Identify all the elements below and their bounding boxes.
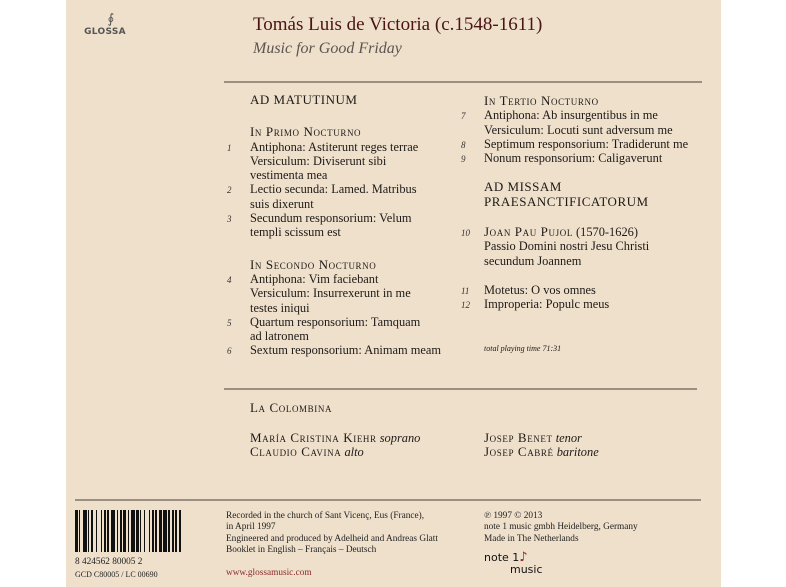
performer-voice: baritone [556, 445, 599, 459]
track-line: Antiphona: Vim faciebant [250, 271, 379, 286]
track-number: 2 [227, 185, 232, 196]
barcode-bar [179, 510, 182, 552]
rights-info [484, 511, 638, 545]
track-number: 3 [227, 214, 232, 225]
album-subtitle: Music for Good Friday [253, 40, 402, 57]
recording-line: Engineered and produced by Adelheid and Andreas Glatt [226, 533, 438, 544]
track-number: 5 [227, 317, 232, 328]
website-link[interactable]: www.glossamusic.com [226, 568, 312, 578]
label-name: GLOSSA [84, 27, 126, 37]
performer-name: María Cristina Kiehr [250, 430, 377, 445]
group-heading: In Primo Nocturno [250, 124, 362, 140]
track-line: Septimum responsorium: Tradiderunt me [484, 136, 689, 151]
track-line: ad latronem [250, 329, 309, 344]
track [221, 182, 451, 211]
rights-line: ℗ 1997 © 2013 [484, 511, 543, 521]
track-number: 1 [227, 142, 232, 153]
track [221, 140, 451, 183]
track-line: Secundum responsorium: Velum [250, 211, 412, 226]
rights-line: Made in The Netherlands [484, 533, 579, 544]
track-number: 8 [461, 139, 466, 150]
section-heading-line: PRAESANCTIFICATORUM [484, 193, 649, 209]
track-line: Passio Domini nostri Jesu Christi [484, 239, 650, 254]
recording-line: Booklet in English – Français – Deutsch [226, 544, 377, 555]
track-line: testes iniqui [250, 300, 310, 315]
logo-text-bottom: music [510, 563, 543, 576]
barcode [75, 510, 218, 552]
note-icon: ♪ [519, 550, 528, 565]
right-column [455, 94, 715, 356]
track-line: Improperia: Populc meus [484, 297, 610, 312]
logo-text-top: note 1 [484, 551, 520, 564]
performer [484, 445, 599, 459]
track-line: suis dixerunt [250, 196, 314, 211]
rights-line: note 1 music gmbh Heidelberg, Germany [484, 522, 638, 533]
section-heading [455, 180, 715, 209]
recording-line: in April 1997 [226, 522, 276, 533]
composer-name: Joan Pau Pujol [484, 224, 573, 240]
left-column [221, 93, 451, 358]
note1-music-logo [484, 552, 554, 582]
track [455, 225, 715, 268]
track-number: 10 [461, 228, 470, 239]
performer-voice: tenor [555, 431, 582, 445]
track [455, 297, 715, 311]
track-line: Quartum responsorium: Tamquam [250, 314, 421, 329]
track-number: 7 [461, 111, 466, 122]
album-title: Tomás Luis de Victoria (c.1548-1611) [253, 14, 543, 35]
track [455, 108, 715, 137]
glossa-swirl-icon: ∮ [107, 12, 115, 27]
track [455, 137, 715, 151]
track [221, 272, 451, 315]
glossa-logo [83, 12, 127, 37]
middle-divider [224, 388, 697, 390]
group-heading: In Tertio Nocturno [484, 93, 599, 108]
performer-name: Josep Cabré [484, 444, 554, 459]
track-line: Versiculum: Diviserunt sibi [250, 153, 387, 168]
catalog-number: GCD C80005 / LC 00690 [75, 570, 158, 579]
total-playing-time: total playing time 71:31 [484, 343, 562, 353]
track-number: 9 [461, 154, 466, 165]
performer-voice: soprano [379, 431, 421, 445]
recording-line: Recorded in the church of Sant Vicenç, Eus (France), [226, 511, 425, 521]
top-divider [224, 81, 702, 83]
track-line: Motetus: O vos omnes [484, 282, 596, 297]
recording-info [226, 511, 438, 556]
barcode-number: 8 424562 80005 2 [75, 557, 143, 567]
track [455, 151, 715, 165]
track-line: vestimenta mea [250, 168, 328, 183]
track-line: Lectio secunda: Lamed. Matribus [250, 182, 417, 197]
track [221, 343, 451, 357]
track [221, 315, 451, 344]
track-line: Antiphona: Astiterunt reges terrae [250, 139, 419, 154]
track-number: 11 [461, 285, 470, 296]
track-number: 6 [227, 346, 232, 357]
performer-name: Josep Benet [484, 430, 553, 445]
group-heading: In Secondo Nocturno [250, 256, 377, 272]
track-line: Versiculum: Insurrexerunt in me [250, 286, 411, 301]
track-line: Antiphona: Ab insurgentibus in me [484, 108, 658, 123]
performer-name: Claudio Cavina [250, 444, 342, 459]
ensemble-name: La Colombina [250, 400, 333, 415]
section-heading-line: AD MISSAM [484, 179, 562, 195]
track-line: Nonum responsorium: Caligaverunt [484, 151, 663, 166]
composer-dates: (1570-1626) [572, 225, 638, 240]
track-line: templi scissum est [250, 225, 341, 240]
track-line: Versiculum: Locuti sunt adversum me [484, 122, 673, 137]
performer [250, 445, 364, 459]
bottom-divider [75, 499, 701, 501]
track-line: secundum Joannem [484, 253, 582, 268]
track-number: 4 [227, 274, 232, 285]
performer-voice: alto [344, 445, 364, 459]
track [455, 283, 715, 297]
track [221, 211, 451, 240]
track-number: 12 [461, 300, 470, 311]
track-line: Sextum responsorium: Animam meam [250, 343, 442, 358]
section-heading: AD MATUTINUM [250, 92, 358, 107]
